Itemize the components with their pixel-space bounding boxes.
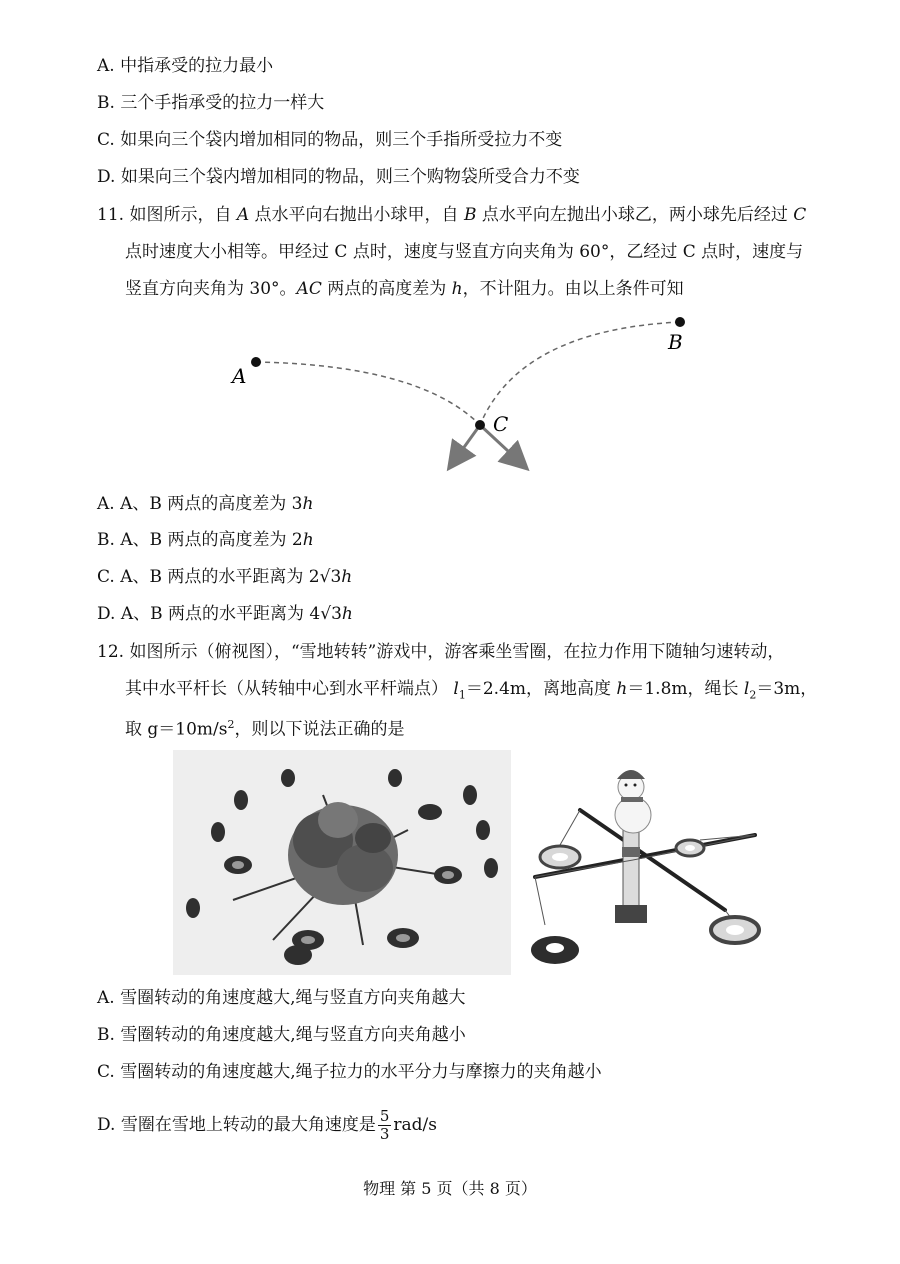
- q12-stem-line3: 取 $g=10m/s^2$，则以下说法正确的是: [125, 718, 405, 740]
- label-b: B: [668, 330, 683, 354]
- page-footer: 物理 第 5 页（共 8 页）: [363, 1179, 537, 1198]
- q10-option-d: D. 如果向三个袋内增加相同的物品，则三个购物袋所受合力不变: [97, 167, 580, 187]
- q12-option-a: A. 雪圈转动的角速度越大,绳与竖直方向夹角越大: [97, 988, 466, 1008]
- q11-stem-line1: 11. 如图所示，自 A 点水平向右抛出小球甲，自 B 点水平向左抛出小球乙，两小球先后经过 C: [97, 205, 807, 225]
- q12-stem-line1: 12. 如图所示（俯视图），“雪地转转”游戏中，游客乘坐雪圈，在拉力作用下随轴匀速转动，: [97, 642, 785, 662]
- q11-stem-line2: 点时速度大小相等。甲经过 C 点时，速度与竖直方向夹角为 60°，乙经过 C 点时，速度与: [125, 242, 804, 262]
- q11-option-b: B. A、B 两点的高度差为 2h: [97, 530, 314, 550]
- velocity-arrow-left: [452, 425, 480, 464]
- trajectory-a: [256, 362, 480, 425]
- q12-option-b: B. 雪圈转动的角速度越大,绳与竖直方向夹角越小: [97, 1025, 466, 1045]
- point-b: [675, 317, 685, 327]
- q10-option-a: A. 中指承受的拉力最小: [97, 56, 274, 76]
- q10-option-c: C. 如果向三个袋内增加相同的物品，则三个手指所受拉力不变: [97, 130, 563, 150]
- q12-option-c: C. 雪圈转动的角速度越大,绳子拉力的水平分力与摩擦力的夹角越小: [97, 1062, 602, 1082]
- q11-option-c: C. A、B 两点的水平距离为 2√3h: [97, 567, 353, 587]
- point-c: [475, 420, 485, 430]
- projectile-diagram: [220, 310, 720, 480]
- label-a: A: [232, 364, 247, 388]
- q11-option-a: A. A、B 两点的高度差为 3h: [97, 494, 314, 514]
- point-a: [251, 357, 261, 367]
- q11-stem-line3: 竖直方向夹角为 30°。AC 两点的高度差为 h，不计阻力。由以上条件可知: [125, 279, 684, 299]
- trajectory-b: [480, 322, 680, 425]
- q12-stem-line2: 其中水平杆长（从转轴中心到水平杆端点） $l_1=2.4m$，离地高度 h＝1.8m，绳长 $l_2=3m$，: [125, 679, 818, 702]
- q11-option-d: D. A、B 两点的水平距离为 4√3h: [97, 604, 353, 624]
- q12-option-d: D. 雪圈在雪地上转动的最大角速度是 $\frac{5}{3}$ rad/s: [97, 1107, 437, 1143]
- fraction: $\frac{5}{3}$: [379, 1107, 390, 1143]
- label-c: C: [493, 412, 509, 436]
- snow-ride-photo: [173, 750, 511, 975]
- carousel-model-illustration: [525, 765, 785, 975]
- q10-option-b: B. 三个手指承受的拉力一样大: [97, 93, 325, 113]
